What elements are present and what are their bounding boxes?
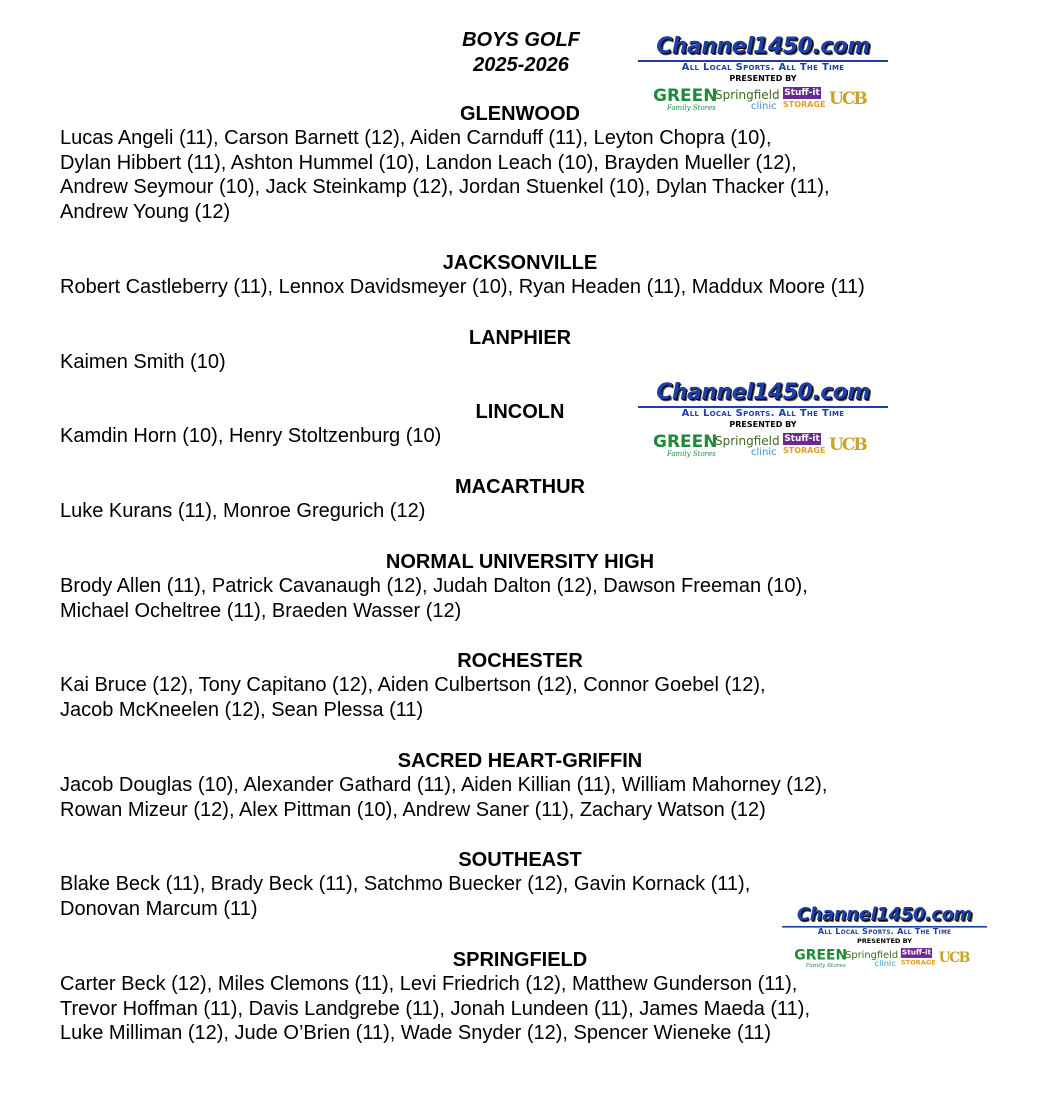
roster-line: Brody Allen (11), Patrick Cavanaugh (12), Judah Dalton (12), Dawson Freeman (10), [60, 575, 808, 597]
team-section-jacksonville [60, 251, 980, 300]
logo-tagline: All Local Sports. All The Time [638, 406, 888, 420]
team-name: SOUTHEAST [458, 849, 582, 871]
springfield-clinic-sub: clinic [751, 101, 777, 112]
team-section-sacred-heart-griffin [60, 749, 980, 822]
roster-line: Rowan Mizeur (12), Alex Pittman (10), Andrew Saner (11), Zachary Watson (12) [60, 798, 766, 821]
team-name: SACRED HEART-GRIFFIN [397, 750, 643, 772]
springfield-clinic-logo: Springfield [715, 434, 780, 448]
team-name: SPRINGFIELD [452, 949, 588, 971]
team-name: GLENWOOD [460, 103, 580, 125]
roster-line: Carter Beck (12), Miles Clemons (11), Levi Friedrich (12), Matthew Gunderson (11), [60, 973, 798, 995]
team-roster [60, 126, 980, 224]
roster-line: Andrew Seymour (10), Jack Steinkamp (12), Jordan Stuenkel (10), Dylan Thacker (11), [60, 176, 830, 199]
team-roster [60, 673, 980, 722]
team-name: NORMAL UNIVERSITY HIGH [385, 551, 655, 573]
ucb-logo: UCB [938, 949, 969, 967]
springfield-clinic-sub: clinic [751, 447, 777, 458]
roster-line: Dylan Hibbert (11), Ashton Hummel (10), Landon Leach (10), Brayden Mueller (12), [60, 151, 797, 174]
logo-wordmark: Channel1450.com [796, 904, 973, 926]
green-logo: GREEN [653, 432, 718, 452]
document-header [420, 28, 622, 78]
team-name: ROCHESTER [457, 650, 583, 672]
roster-line: Kai Bruce (12), Tony Capitano (12), Aiden Culbertson (12), Connor Goebel (12), [60, 674, 766, 696]
roster-line: Robert Castleberry (11), Lennox Davidsmeyer (10), Ryan Headen (11), Maddux Moore (11) [60, 276, 865, 298]
green-logo: GREEN [653, 86, 718, 106]
roster-line: Kamdin Horn (10), Henry Stoltzenburg (10) [60, 425, 442, 447]
roster-line: Jacob McKneelen (12), Sean Plessa (11) [60, 698, 424, 721]
logo-tagline: All Local Sports. All The Time [782, 926, 987, 937]
stuffit-logo: Stuff-it [784, 434, 820, 444]
team-name: MACARTHUR [455, 476, 585, 498]
roster-line: Luke Milliman (12), Jude O’Brien (11), Wade Snyder (12), Spencer Wieneke (11) [60, 1022, 772, 1045]
channel1450-logo [638, 32, 888, 112]
stuffit-storage: STORAGE [783, 100, 826, 109]
team-name: JACKSONVILLE [442, 252, 598, 274]
roster-line: Michael Ocheltree (11), Braeden Wasser (12) [60, 599, 462, 622]
season-title: 2025-2026 [473, 54, 569, 76]
green-logo-sub: Family Stores [667, 104, 716, 112]
springfield-clinic-logo: Springfield [715, 88, 780, 102]
logo-tagline: All Local Sports. All The Time [638, 60, 888, 74]
team-roster [60, 972, 980, 1046]
team-section-macarthur [60, 475, 980, 524]
springfield-clinic-sub: clinic [874, 959, 896, 969]
team-name: LINCOLN [475, 401, 565, 423]
logo-presented-by: PRESENTED BY [729, 74, 797, 83]
green-logo-sub: Family Stores [805, 962, 846, 969]
logo-presented-by: PRESENTED BY [856, 937, 913, 945]
roster-line: Lucas Angeli (11), Carson Barnett (12), Aiden Carnduff (11), Leyton Chopra (10), [60, 127, 772, 149]
roster-line: Luke Kurans (11), Monroe Gregurich (12) [60, 500, 426, 522]
team-section-lanphier [60, 326, 980, 375]
green-logo: GREEN [794, 947, 848, 964]
roster-line: Trevor Hoffman (11), Davis Landgrebe (11), Jonah Lundeen (11), James Maeda (11), [60, 997, 811, 1020]
logo-presented-by: PRESENTED BY [729, 420, 797, 429]
team-roster [60, 872, 980, 921]
team-section-springfield [60, 948, 980, 1046]
ucb-logo: UCB [829, 435, 866, 455]
team-section-southeast [60, 848, 980, 921]
stuffit-storage: STORAGE [783, 446, 826, 455]
stuffit-logo: Stuff-it [901, 948, 932, 958]
logo-wordmark: Channel1450.com [656, 380, 870, 405]
team-roster [60, 499, 980, 524]
team-section-rochester [60, 649, 980, 722]
team-roster [60, 275, 980, 300]
roster-line: Blake Beck (11), Brady Beck (11), Satchmo Buecker (12), Gavin Kornack (11), [60, 873, 751, 895]
ucb-logo: UCB [829, 89, 866, 109]
stuffit-logo: Stuff-it [784, 88, 820, 98]
team-roster [60, 350, 980, 375]
team-name: LANPHIER [468, 327, 572, 349]
roster-line: Jacob Douglas (10), Alexander Gathard (11), Aiden Killian (11), William Mahorney (12), [60, 774, 828, 796]
green-logo-sub: Family Stores [667, 450, 716, 458]
springfield-clinic-logo: Springfield [845, 948, 899, 961]
team-section-normal-university-high [60, 550, 980, 623]
roster-line: Kaimen Smith (10) [60, 351, 226, 373]
team-section-glenwood [60, 102, 980, 224]
team-roster [60, 574, 980, 623]
roster-line: Andrew Young (12) [60, 200, 231, 223]
stuffit-storage: STORAGE [900, 958, 936, 967]
sport-title: BOYS GOLF [462, 29, 580, 51]
logo-wordmark: Channel1450.com [656, 34, 870, 59]
roster-line: Donovan Marcum (11) [60, 897, 258, 920]
team-roster [60, 773, 980, 822]
